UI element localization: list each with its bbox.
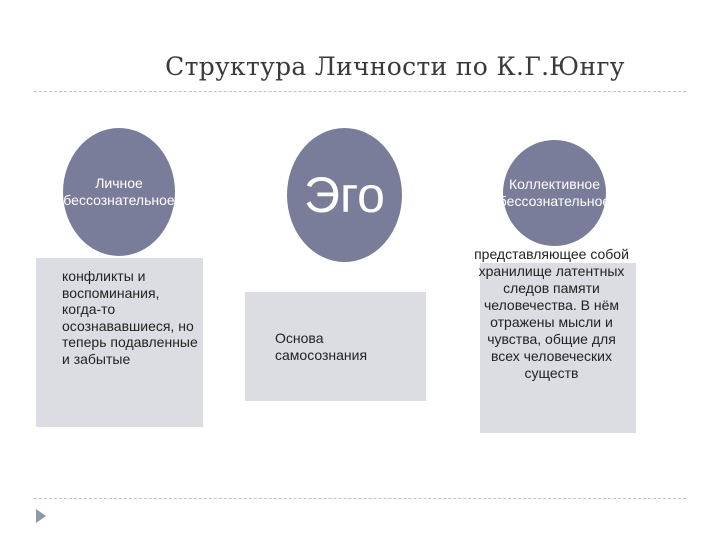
personal-unconscious-circle [63,128,175,256]
personal-unconscious-label: Личное бессознательное [63,175,175,208]
bottom-dotted-divider [34,498,686,499]
ego-description: Основа самосознания [275,330,368,363]
triangle-right-icon[interactable] [36,509,46,523]
personal-unconscious-description: конфликты и воспоминания, когда-то осознававшиеся, но теперь подавленные и забытые [62,268,198,367]
collective-unconscious-description: представляющее собой хранилище латентных следов памяти человечества. В нём отражены мысли и чувства, общие для всех человеческих существ [474,246,629,381]
collective-unconscious-label: Коллективное бессознательное [498,176,611,209]
ego-label: Эго [304,167,385,223]
collective-unconscious-circle [498,140,611,246]
top-dotted-divider [34,91,686,92]
ego-circle [287,128,402,262]
slide-title: Структура Личности по К.Г.Юнгу [165,52,625,81]
